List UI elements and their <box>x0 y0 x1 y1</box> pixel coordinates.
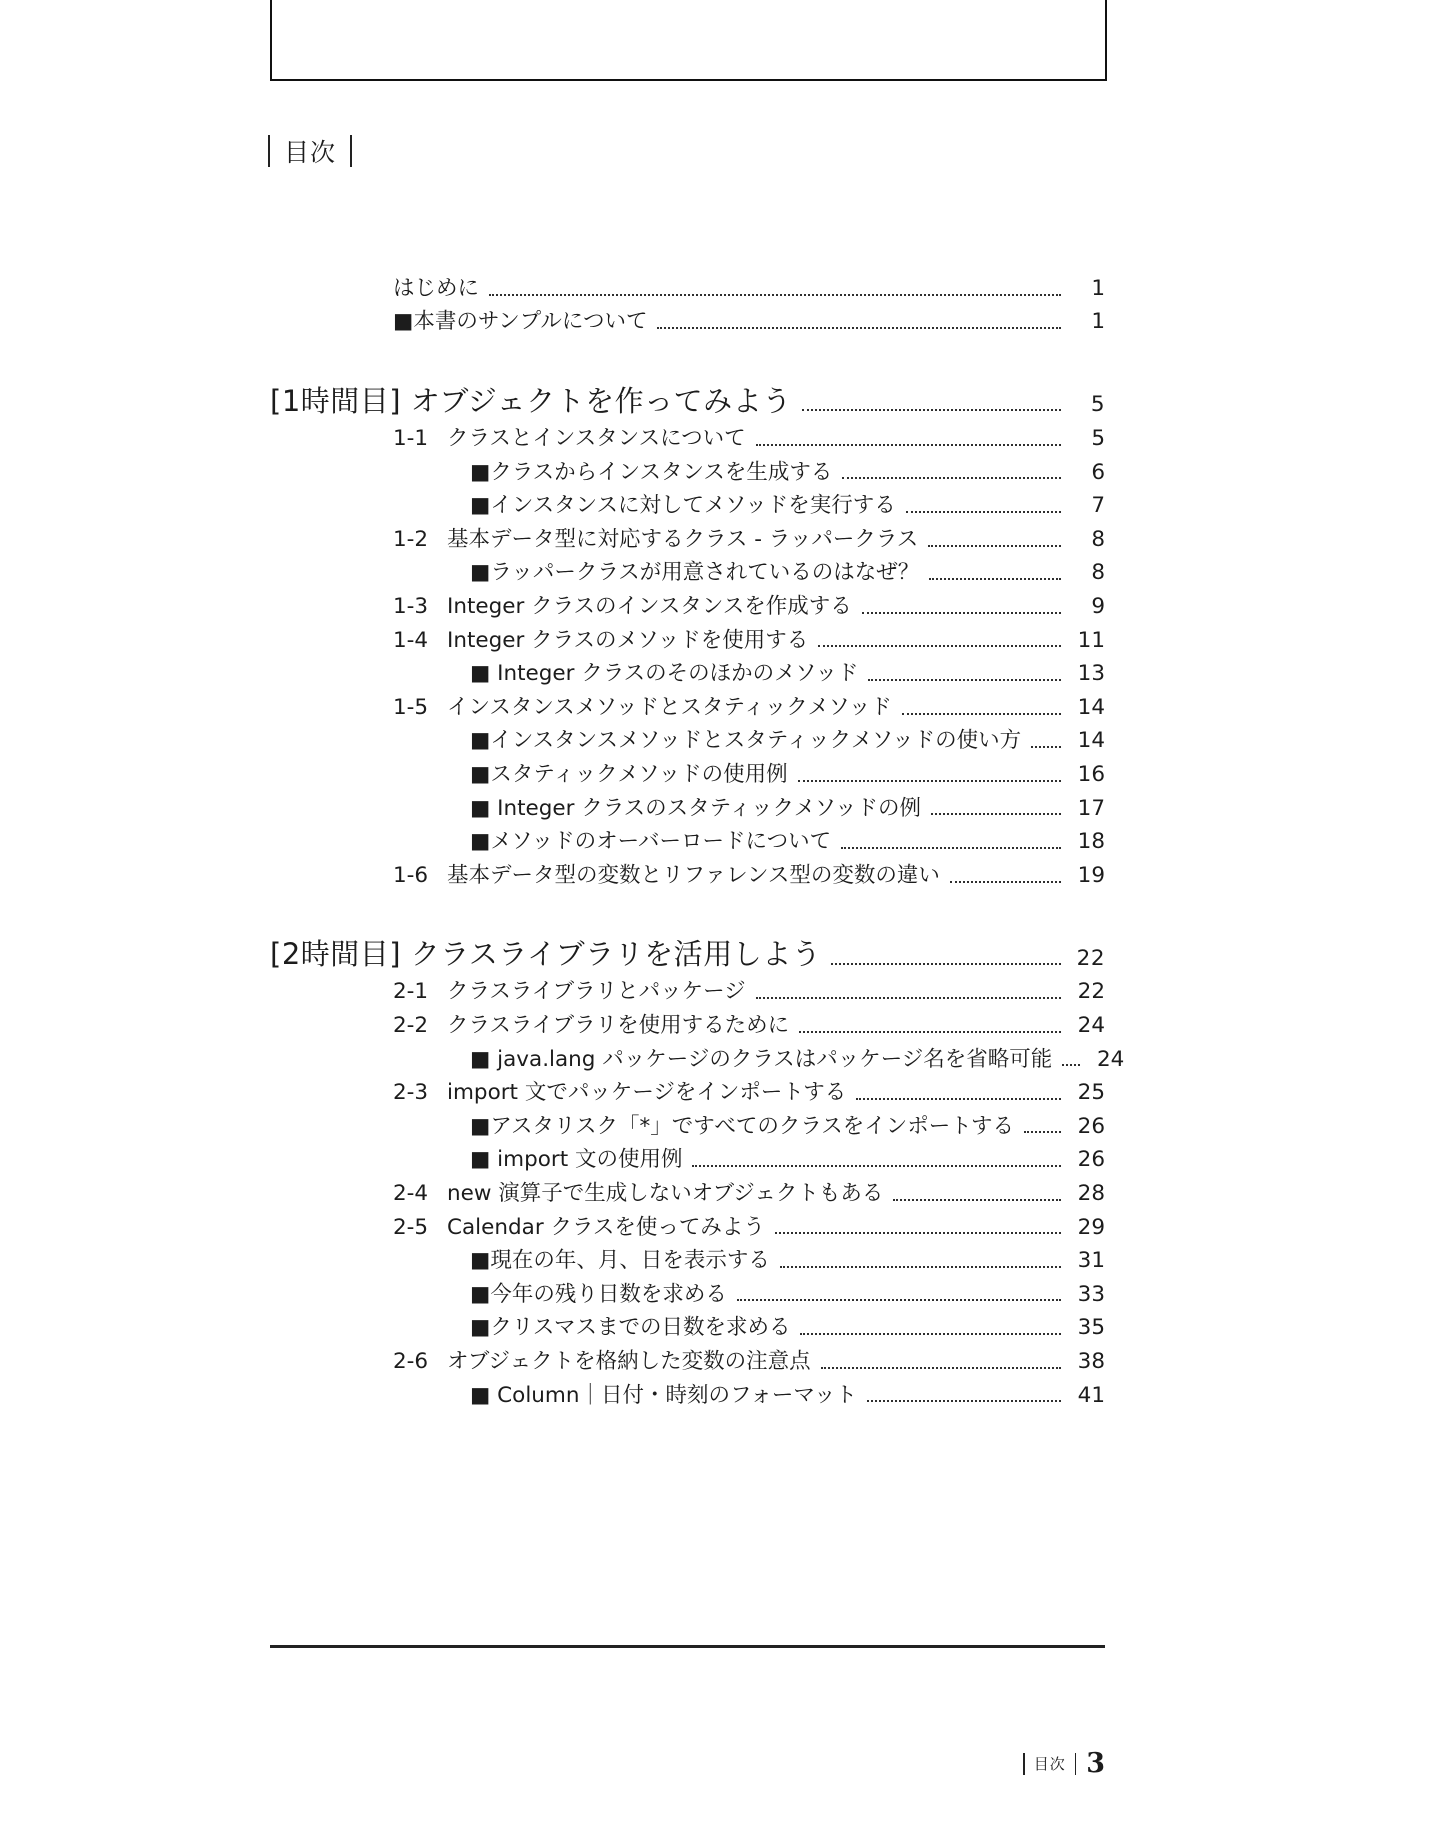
toc-entry-page: 33 <box>1077 1281 1105 1307</box>
toc-entry-number: 2-6 <box>393 1348 429 1374</box>
toc-entry-page: 22 <box>1076 945 1105 971</box>
toc-entry-page: 5 <box>1090 392 1105 418</box>
toc-entry-page: 17 <box>1077 795 1105 821</box>
toc-entry-page: 7 <box>1091 493 1105 519</box>
toc-entry <box>270 1039 1125 1073</box>
toc-entry-page: 38 <box>1077 1348 1105 1374</box>
dotted-leader <box>842 477 1061 479</box>
dotted-leader <box>800 1333 1061 1335</box>
dotted-leader <box>821 1367 1061 1369</box>
toc-entry-page: 26 <box>1077 1147 1105 1173</box>
toc-entry <box>270 754 1105 788</box>
toc-entry <box>270 1375 1105 1409</box>
toc-entry-label: クラスとインスタンスについて <box>447 426 746 452</box>
toc-entry-label: ■現在の年、月、日を表示する <box>470 1248 770 1274</box>
dotted-leader <box>737 1299 1061 1301</box>
dotted-leader <box>692 1165 1061 1167</box>
toc-entry <box>270 302 1105 336</box>
toc-entry-label: [2時間目] クラスライブラリを活用しよう <box>270 937 822 972</box>
footer-left-bar <box>1023 1753 1025 1775</box>
toc-entry-number: 1-2 <box>393 526 429 552</box>
toc-entry-label: ■クリスマスまでの日数を求める <box>470 1315 791 1341</box>
dotted-leader <box>818 645 1061 647</box>
toc-entry-page: 25 <box>1077 1080 1105 1106</box>
toc-entry-page: 8 <box>1091 560 1105 586</box>
footer-right-bar <box>1075 1753 1077 1775</box>
toc-entry-label: Integer クラスのインスタンスを作成する <box>447 594 852 620</box>
toc-entry <box>270 519 1105 553</box>
page-title <box>268 133 352 169</box>
title-right-bar <box>350 135 352 167</box>
toc-chapter-heading <box>270 925 1105 972</box>
dotted-leader <box>931 813 1061 815</box>
dotted-leader <box>868 679 1061 681</box>
toc-entry <box>270 972 1105 1006</box>
toc-entry-page: 5 <box>1091 426 1105 452</box>
toc-entry-label: はじめに <box>393 275 480 301</box>
toc-entry-label: ■インスタンスメソッドとスタティックメソッドの使い方 <box>470 728 1022 754</box>
toc-entry <box>270 586 1105 620</box>
toc-entry-label: インスタンスメソッドとスタティックメソッド <box>447 694 892 720</box>
dotted-leader <box>775 1232 1061 1234</box>
toc-entry-number: 1-6 <box>393 862 429 888</box>
toc-entry-page: 14 <box>1077 694 1105 720</box>
toc-entry-label: ■スタティックメソッドの使用例 <box>470 762 788 787</box>
toc-entry <box>270 788 1105 822</box>
toc-entry <box>270 452 1105 486</box>
toc-entry <box>270 1240 1105 1274</box>
dotted-leader <box>831 963 1061 965</box>
toc-entry-page: 35 <box>1077 1315 1105 1341</box>
toc-entry-label: ■アスタリスク「*」ですべてのクラスをインポートする <box>470 1113 1015 1139</box>
toc-entry-label: 基本データ型の変数とリファレンス型の変数の違い <box>447 862 940 888</box>
toc-entry-label: クラスライブラリを使用するために <box>447 1012 790 1038</box>
toc-entry <box>270 653 1105 687</box>
toc-entry-page: 9 <box>1091 594 1105 620</box>
dotted-leader <box>657 327 1061 329</box>
toc-entry-label: 基本データ型に対応するクラス - ラッパークラス <box>447 526 919 552</box>
dotted-leader <box>780 1266 1061 1268</box>
toc-entry-page: 24 <box>1077 1012 1105 1038</box>
toc-entry <box>270 1207 1105 1241</box>
toc-entry-page: 26 <box>1077 1113 1105 1139</box>
toc-entry <box>270 721 1105 755</box>
toc-entry-label: [1時間目] オブジェクトを作ってみよう <box>270 383 792 418</box>
toc-entry <box>270 1139 1105 1173</box>
toc-entry-number: 2-3 <box>393 1080 429 1106</box>
toc-entry-number: 1-4 <box>393 627 429 653</box>
toc-entry-label: Integer クラスのメソッドを使用する <box>447 627 809 653</box>
dotted-leader <box>1031 746 1061 748</box>
toc-entry-label: ■ラッパークラスが用意されているのはなぜ？ <box>470 560 920 586</box>
toc-entry <box>270 1072 1105 1106</box>
dotted-leader <box>929 578 1061 580</box>
toc-entry-page: 1 <box>1091 275 1105 301</box>
toc-entry-page: 24 <box>1096 1046 1125 1072</box>
dotted-leader <box>893 1199 1061 1201</box>
toc-entry <box>270 821 1105 855</box>
dotted-leader <box>756 444 1061 446</box>
toc-entry-page: 1 <box>1091 309 1105 335</box>
dotted-leader <box>902 713 1061 715</box>
toc-entry-page: 8 <box>1091 526 1105 552</box>
toc-entry <box>270 855 1105 889</box>
toc-entry <box>270 418 1105 452</box>
dotted-leader <box>906 511 1061 513</box>
dotted-leader <box>756 997 1061 999</box>
header-placeholder-box <box>270 0 1107 81</box>
dotted-leader <box>950 881 1061 883</box>
toc-entry-label: ■今年の残り日数を求める <box>470 1281 727 1307</box>
toc-entry-label: ■インスタンスに対してメソッドを実行する <box>470 493 896 519</box>
toc-chapter-heading <box>270 371 1105 418</box>
toc-entry-number: 2-5 <box>393 1214 429 1240</box>
page-footer <box>1023 1748 1105 1779</box>
toc-entry-label: ■ import 文の使用例 <box>470 1147 683 1173</box>
toc-entry-label: クラスライブラリとパッケージ <box>447 979 746 1005</box>
toc-entry-number: 1-5 <box>393 694 429 720</box>
dotted-leader <box>1062 1064 1080 1066</box>
toc-entry-page: 28 <box>1077 1180 1105 1206</box>
toc-entry-page: 19 <box>1077 862 1105 888</box>
toc-entry-label: ■メソッドのオーバーロードについて <box>470 829 832 855</box>
dotted-leader <box>862 612 1061 614</box>
toc-entry-number: 2-4 <box>393 1180 429 1206</box>
dotted-leader <box>928 545 1061 547</box>
toc-list <box>270 268 1125 1408</box>
dotted-leader <box>802 409 1061 411</box>
toc-entry-number: 1-3 <box>393 594 429 620</box>
toc-entry-label: ■本書のサンプルについて <box>393 309 648 335</box>
dotted-leader <box>856 1098 1061 1100</box>
toc-entry <box>270 620 1105 654</box>
toc-entry <box>270 1106 1105 1140</box>
toc-entry-label: import 文でパッケージをインポートする <box>447 1080 847 1106</box>
dotted-leader <box>867 1400 1061 1402</box>
toc-entry <box>270 1307 1105 1341</box>
toc-entry-number: 2-2 <box>393 1012 429 1038</box>
toc-entry-page: 29 <box>1077 1214 1105 1240</box>
dotted-leader <box>489 294 1061 296</box>
toc-entry-page: 14 <box>1077 728 1105 754</box>
dotted-leader <box>1024 1131 1061 1133</box>
toc-entry <box>270 268 1105 302</box>
toc-entry <box>270 1173 1105 1207</box>
toc-entry <box>270 485 1105 519</box>
toc-entry-label: Calendar クラスを使ってみよう <box>447 1214 765 1240</box>
toc-entry <box>270 553 1105 587</box>
toc-entry-page: 41 <box>1077 1382 1105 1408</box>
toc-entry-label: オブジェクトを格納した変数の注意点 <box>447 1348 811 1374</box>
toc-entry-page: 6 <box>1091 459 1105 485</box>
toc-entry-page: 16 <box>1077 762 1105 787</box>
toc-entry-label: ■クラスからインスタンスを生成する <box>470 459 833 485</box>
toc-entry-page: 22 <box>1077 979 1105 1005</box>
toc-entry-page: 11 <box>1077 627 1105 653</box>
footer-rule <box>270 1645 1105 1648</box>
toc-entry-label: ■ Integer クラスのスタティックメソッドの例 <box>470 795 922 821</box>
toc-entry <box>270 1005 1105 1039</box>
toc-entry-label: ■ Column｜日付・時刻のフォーマット <box>470 1382 858 1408</box>
toc-entry-number: 1-1 <box>393 426 429 452</box>
toc-entry-label: ■ java.lang パッケージのクラスはパッケージ名を省略可能 <box>470 1046 1053 1072</box>
toc-entry-number: 2-1 <box>393 979 429 1005</box>
toc-entry-label: new 演算子で生成しないオブジェクトもある <box>447 1180 884 1206</box>
footer-page-number: 3 <box>1086 1748 1105 1779</box>
title-left-bar <box>268 135 270 167</box>
footer-section-label: 目次 <box>1033 1755 1066 1773</box>
toc-entry-page: 18 <box>1077 829 1105 855</box>
toc-entry-label: ■ Integer クラスのそのほかのメソッド <box>470 661 859 687</box>
dotted-leader <box>841 847 1061 849</box>
dotted-leader <box>798 780 1061 782</box>
toc-entry-page: 31 <box>1077 1248 1105 1274</box>
toc-entry <box>270 1274 1105 1308</box>
page-title-text: 目次 <box>284 138 337 167</box>
toc-entry <box>270 687 1105 721</box>
toc-entry <box>270 1341 1105 1375</box>
toc-entry-page: 13 <box>1077 661 1105 687</box>
dotted-leader <box>799 1031 1061 1033</box>
